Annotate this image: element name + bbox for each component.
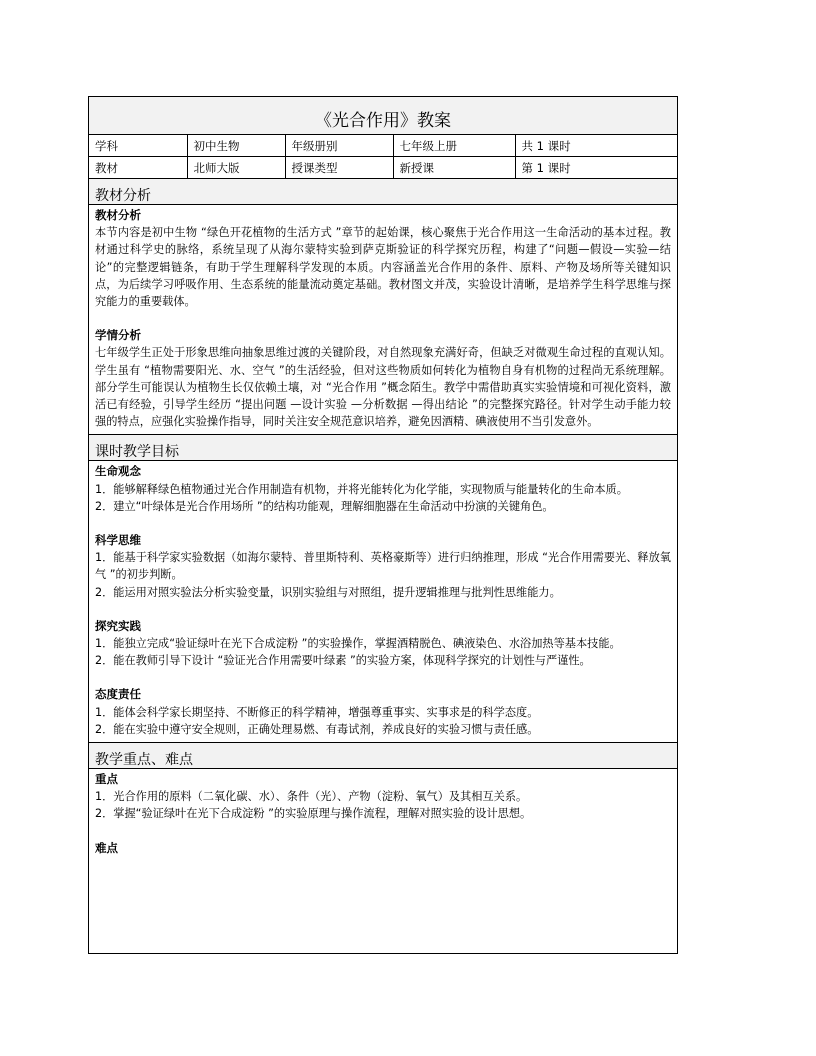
subheading: 学情分析 xyxy=(95,328,141,343)
meta-table xyxy=(89,135,677,179)
table-row xyxy=(89,157,677,179)
meta-cell: 年级册别 xyxy=(285,135,393,157)
list-item: 1．能独立完成“验证绿叶在光下合成淀粉 ”的实验操作，掌握酒精脱色、碘液染色、水浴加热等基本技能。 xyxy=(95,637,621,651)
paragraph: 本节内容是初中生物 “绿色开花植物的生活方式 ”章节的起始课，核心聚焦于光合作用这一生命活动的基本过程。教材通过科学史的脉络，系统呈现了从海尔蒙特实验到萨克斯验证的科学探究历程，构建了“问题—假设—实验—结论”的完整逻辑链条，有助于学生理解科学发现的本质。内容涵盖光合作用的条件、原料、产物及场所等关键知识点，为后续学习呼吸作用、生态系统的能量流动奠定基础。教材图文并茂，实验设计清晰，是培养学生科学思维与探究能力的重要载体。 xyxy=(95,226,671,309)
list-item: 2．能运用对照实验法分析实验变量，识别实验组与对照组，提升逻辑推理与批判性思维能力。 xyxy=(95,585,561,599)
subheading: 教材分析 xyxy=(95,208,141,222)
list-item: 2．能在实验中遵守安全规则，正确处理易燃、有毒试剂，养成良好的实验习惯与责任感。 xyxy=(95,722,539,736)
meta-cell: 教材 xyxy=(89,157,187,179)
meta-cell: 授课类型 xyxy=(285,157,393,179)
goals-section xyxy=(89,435,677,743)
meta-cell: 新授课 xyxy=(393,157,515,179)
analysis-section xyxy=(89,179,677,435)
section-heading: 教学重点、难点 xyxy=(89,743,677,769)
subheading: 重点 xyxy=(95,772,118,787)
subheading: 生命观念 xyxy=(95,464,141,479)
paragraph: 七年级学生正处于形象思维向抽象思维过渡的关键阶段，对自然现象充满好奇，但缺乏对微观生命过程的直观认知。学生虽有 “植物需要阳光、水、空气 ”的生活经验，但对这些物质如何转化为植物自身有机物的过程尚无系统理解。部分学生可能误认为植物生长仅依赖土壤，对 “光合作用 ”概念陌生。教学中需借助真实实验情境和可视化资料，激活已有经验，引导学生经历 “提出问题 —设计实验 —分析数据 —得出结论 ”的完整探究路径。针对学生动手能力较强的特点，应强化实验操作指导，同时关注安全规范意识培养，避免因酒精、碘液使用不当引发意外。 xyxy=(95,346,671,429)
list-item: 2．掌握“验证绿叶在光下合成淀粉 ”的实验原理与操作流程，理解对照实验的设计思想。 xyxy=(95,807,532,821)
keypoints-section xyxy=(89,743,677,861)
meta-cell: 第 1 课时 xyxy=(515,157,677,179)
subheading: 科学思维 xyxy=(95,533,141,548)
list-item: 1．能基于科学家实验数据（如海尔蒙特、普里斯特利、英格豪斯等）进行归纳推理，形成 “光合作用需要光、释放氧气 ”的初步判断。 xyxy=(95,551,671,582)
section-heading: 课时教学目标 xyxy=(89,435,677,461)
meta-cell: 初中生物 xyxy=(187,135,285,157)
meta-cell: 北师大版 xyxy=(187,157,285,179)
list-item: 1．能够解释绿色植物通过光合作用制造有机物，并将光能转化为化学能，实现物质与能量转化的生命本质。 xyxy=(95,482,628,496)
list-item: 1．能体会科学家长期坚持、不断修正的科学精神，增强尊重事实、实事求是的科学态度。 xyxy=(95,705,539,719)
meta-cell: 七年级上册 xyxy=(393,135,515,157)
subheading: 难点 xyxy=(95,840,118,855)
lesson-plan-document xyxy=(88,96,678,954)
table-row xyxy=(89,135,677,157)
meta-cell: 学科 xyxy=(89,135,187,157)
section-heading: 教材分析 xyxy=(89,179,677,205)
meta-cell: 共 1 课时 xyxy=(515,135,677,157)
document-title: 《光合作用》教案 xyxy=(89,97,677,135)
list-item: 1．光合作用的原料（二氧化碳、水）、条件（光）、产物（淀粉、氧气）及其相互关系。 xyxy=(95,790,528,804)
list-item: 2．建立“叶绿体是光合作用场所 ”的结构功能观，理解细胞器在生命活动中扮演的关键角色。 xyxy=(95,499,554,513)
subheading: 态度责任 xyxy=(95,687,141,702)
list-item: 2．能在教师引导下设计 “验证光合作用需要叶绿素 ”的实验方案，体现科学探究的计划性与严谨性。 xyxy=(95,654,591,668)
subheading: 探究实践 xyxy=(95,618,141,633)
